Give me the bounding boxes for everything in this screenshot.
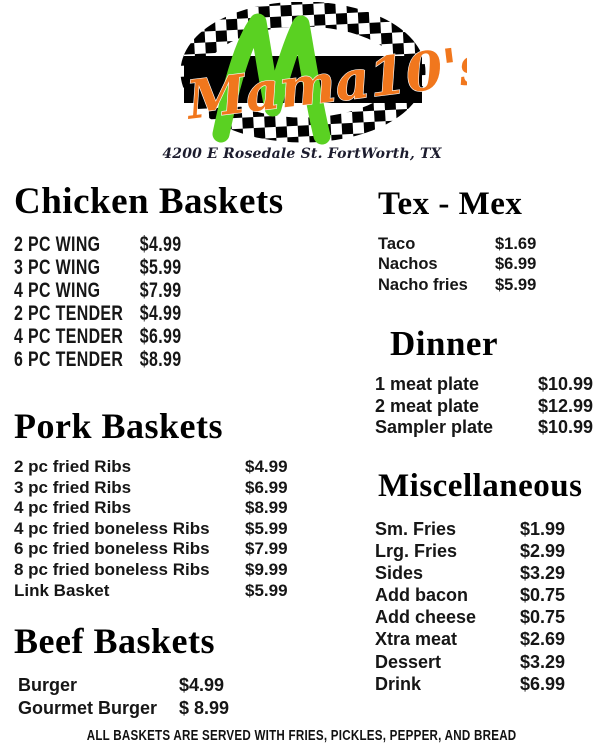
- menu-item: [14, 560, 288, 581]
- footer-note: [0, 727, 604, 745]
- menu-item: [14, 457, 288, 478]
- item-price: $10.99: [538, 374, 594, 394]
- item-name: 4 pc fried boneless Ribs: [14, 518, 210, 538]
- item-name: Nacho fries: [378, 275, 468, 294]
- menu-item: [375, 628, 582, 650]
- item-name: Sides: [375, 563, 424, 584]
- item-name: 4 pc fried Ribs: [14, 498, 132, 518]
- section-dinner: [375, 326, 593, 439]
- item-name: Add bacon: [375, 585, 468, 606]
- section-tex-mex: [378, 188, 536, 295]
- item-name: Gourmet Burger: [18, 697, 158, 718]
- menu-item: [375, 673, 582, 695]
- item-name: Sm. Fries: [375, 519, 457, 539]
- item-list: [14, 674, 229, 719]
- menu-item: [14, 478, 288, 499]
- item-price: $4.99: [179, 675, 225, 695]
- item-price: $5.99: [245, 518, 288, 538]
- item-name: 3 pc fried Ribs: [14, 477, 132, 497]
- menu-item: [375, 396, 593, 418]
- item-price: $3.29: [520, 563, 566, 584]
- item-price: $4.99: [139, 301, 182, 325]
- item-price: $5.99: [245, 580, 288, 600]
- section-title: Beef Baskets: [14, 621, 215, 661]
- section-beef-baskets: [14, 623, 229, 719]
- item-name: 2 PC TENDER: [14, 301, 124, 325]
- footer-note-text: ALL BASKETS ARE SERVED WITH FRIES, PICKLES, PEPPER, AND BREAD: [87, 728, 517, 744]
- item-name: Burger: [18, 675, 78, 695]
- menu-item: [378, 275, 536, 295]
- menu-item: [375, 606, 582, 628]
- menu-item: [375, 540, 582, 562]
- item-name: Xtra meat: [375, 629, 458, 650]
- menu-item: [375, 518, 582, 540]
- item-price: $0.75: [520, 607, 566, 628]
- item-name: 6 PC TENDER: [14, 347, 124, 371]
- item-price: $12.99: [538, 395, 594, 416]
- item-price: $2.69: [520, 629, 566, 650]
- section-pork-baskets: [14, 408, 288, 601]
- item-name: 4 PC WING: [14, 278, 101, 302]
- logo-brand-text: Mama10's: [183, 33, 467, 132]
- item-list: [375, 518, 582, 695]
- item-list: [14, 457, 288, 601]
- section-title: Miscellaneous: [378, 468, 583, 504]
- menu-item: [14, 498, 288, 519]
- item-name: 4 PC TENDER: [14, 324, 124, 348]
- menu-item: [378, 254, 536, 274]
- item-name: 2 PC WING: [14, 232, 101, 256]
- logo-address: 4200 E Rosedale St. FortWorth, TX: [162, 146, 442, 162]
- item-name: 8 pc fried boneless Ribs: [14, 559, 210, 579]
- item-price: $2.99: [520, 541, 566, 562]
- item-name: 6 pc fried boneless Ribs: [14, 539, 210, 559]
- item-list: [375, 374, 593, 439]
- item-list: [378, 234, 536, 295]
- item-price: $5.99: [495, 275, 537, 294]
- item-price: $6.99: [139, 324, 182, 348]
- item-name: 2 pc fried Ribs: [14, 457, 132, 476]
- section-title: Tex - Mex: [378, 186, 523, 222]
- item-price: $5.99: [139, 255, 182, 279]
- item-name: Nachos: [378, 255, 438, 274]
- item-price: $8.99: [245, 498, 288, 518]
- item-name: Sampler plate: [375, 417, 494, 438]
- item-name: Lrg. Fries: [375, 541, 458, 562]
- menu-item: [375, 651, 582, 673]
- menu-item: [375, 374, 593, 396]
- item-price: $6.99: [520, 673, 566, 694]
- menu-item: [14, 279, 258, 302]
- menu-item: [14, 302, 258, 325]
- menu-item: [14, 539, 288, 560]
- item-name: Taco: [378, 235, 416, 253]
- menu-item: [378, 234, 536, 254]
- menu-item: [14, 697, 229, 720]
- menu-item: [14, 581, 288, 602]
- restaurant-logo: [137, 2, 467, 152]
- section-title: Chicken Baskets: [14, 181, 284, 222]
- menu-item: [14, 519, 288, 540]
- item-price: $10.99: [538, 417, 594, 438]
- item-price: $0.75: [520, 585, 566, 606]
- item-name: Link Basket: [14, 580, 110, 600]
- menu-item: [375, 417, 593, 439]
- item-price: $4.99: [139, 232, 182, 256]
- menu-item: [14, 233, 258, 256]
- section-miscellaneous: [375, 470, 582, 695]
- section-chicken-baskets: [14, 183, 344, 371]
- item-price: $ 8.99: [179, 697, 230, 718]
- item-list: [14, 233, 258, 371]
- section-title: Pork Baskets: [14, 406, 224, 446]
- item-price: $9.99: [245, 559, 288, 579]
- menu-item: [14, 256, 258, 279]
- item-price: $4.99: [245, 457, 288, 476]
- item-name: 2 meat plate: [375, 395, 480, 416]
- menu-item: [14, 325, 258, 348]
- menu-item: [14, 348, 258, 371]
- item-price: $6.99: [245, 477, 288, 497]
- menu-item: [14, 674, 229, 697]
- item-price: $7.99: [139, 278, 182, 302]
- item-name: Add cheese: [375, 607, 477, 628]
- item-price: $1.69: [495, 235, 537, 253]
- section-title: Dinner: [390, 324, 498, 363]
- item-name: Dessert: [375, 651, 442, 672]
- item-name: 1 meat plate: [375, 374, 480, 394]
- menu-item: [375, 562, 582, 584]
- menu-item: [375, 584, 582, 606]
- logo-graphic: [137, 2, 467, 147]
- item-price: $8.99: [139, 347, 182, 371]
- item-price: $3.29: [520, 651, 566, 672]
- item-price: $6.99: [495, 255, 537, 274]
- item-price: $7.99: [245, 539, 288, 559]
- item-price: $1.99: [520, 519, 566, 539]
- item-name: Drink: [375, 673, 422, 694]
- item-name: 3 PC WING: [14, 255, 101, 279]
